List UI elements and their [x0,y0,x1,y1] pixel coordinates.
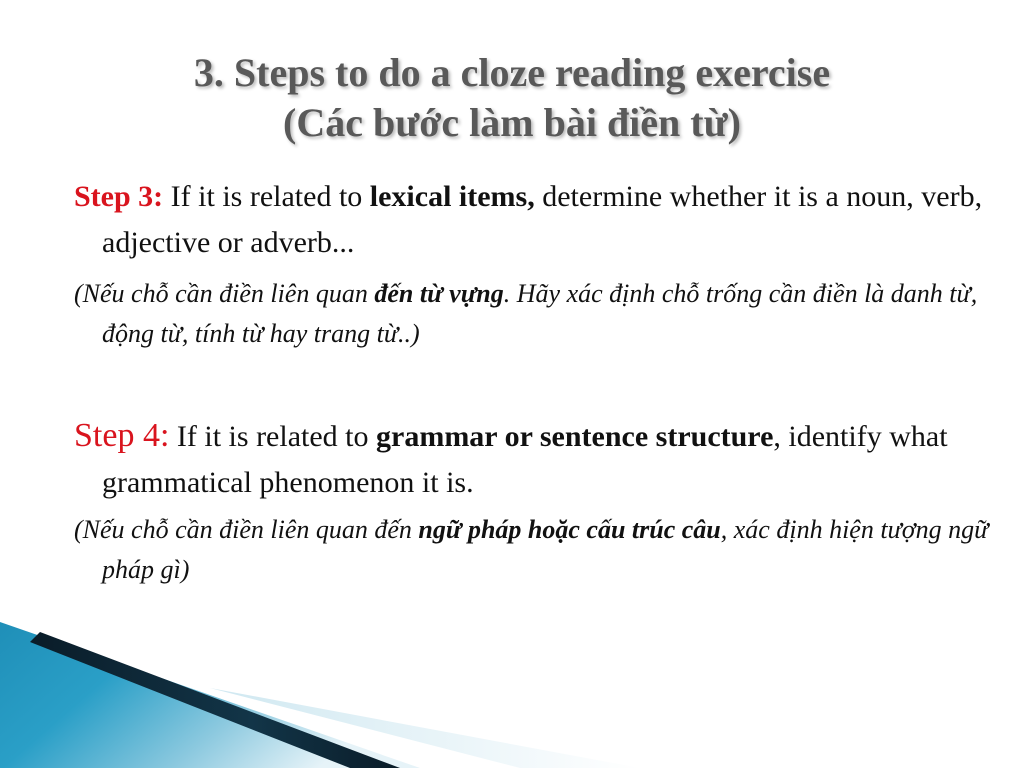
slide-title [0,48,1024,148]
step3-vietnamese [74,274,1002,354]
step4-vi-text-post: , xác định hiện tượng ngữ pháp gì) [102,515,989,584]
step3-en-keyword: lexical items, [369,180,535,213]
step4-vi-text-pre: (Nếu chỗ cần điền liên quan đến [74,515,419,544]
step3-vi-keyword: đến từ vựng [374,279,504,308]
step4-english [74,413,1002,506]
step4-vietnamese [74,510,1002,590]
step4-en-text-post: , identify what grammatical phenomenon it is. [102,420,948,499]
step3-en-text-pre: If it is related to [163,180,370,213]
step4-vi-keyword: ngữ pháp hoặc cấu trúc câu [418,515,721,544]
step4-en-keyword: grammar or sentence structure [376,420,774,453]
step3-en-text-post: determine whether it is a noun, verb, adjective or adverb... [102,180,983,259]
decorative-swoosh [0,618,1024,768]
title-line-english: 3. Steps to do a cloze reading exercise [193,50,831,95]
step4-en-text-pre: If it is related to [169,420,377,453]
step3-vi-text-post: . Hãy xác định chỗ trống cần điền là danh từ, động từ, tính từ hay trang từ..) [102,279,978,348]
step4-label: Step 4: [74,417,170,454]
step3-english [74,174,1002,266]
title-line-vietnamese: (Các bước làm bài điền từ) [283,100,741,145]
step3-label: Step 3: [74,180,164,213]
step3-vi-text-pre: (Nếu chỗ cần điền liên quan [74,279,375,308]
